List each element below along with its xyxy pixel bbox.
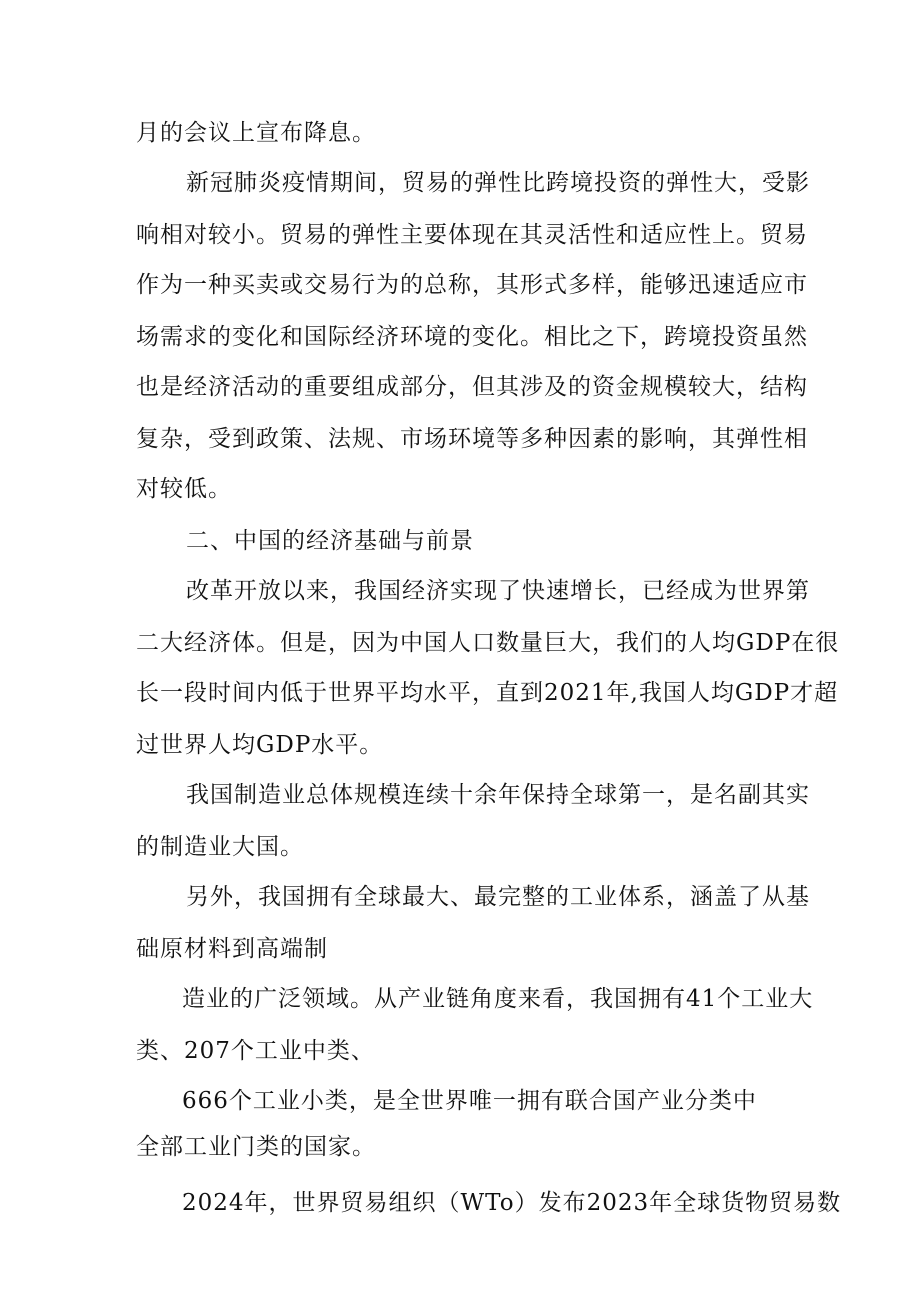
paragraph-line: 对较低。 bbox=[136, 476, 232, 502]
paragraph-line: 另外，我国拥有全球最大、最完整的工业体系，涵盖了从基 bbox=[186, 884, 810, 910]
paragraph-line: 666个工业小类，是全世界唯一拥有联合国产业分类中 bbox=[182, 1088, 757, 1114]
paragraph-line: 长一段时间内低于世界平均水平，直到2021年,我国人均GDP才超 bbox=[136, 680, 839, 706]
paragraph-line: 复杂，受到政策、法规、市场环境等多种因素的影响，其弹性相 bbox=[136, 426, 808, 452]
paragraph-line: 我国制造业总体规模连续十余年保持全球第一，是名副其实 bbox=[186, 782, 810, 808]
paragraph-line: 也是经济活动的重要组成部分，但其涉及的资金规模较大，结构 bbox=[136, 374, 808, 400]
paragraph-line: 场需求的变化和国际经济环境的变化。相比之下，跨境投资虽然 bbox=[136, 324, 808, 350]
paragraph-line: 作为一种买卖或交易行为的总称，其形式多样，能够迅速适应市 bbox=[136, 272, 808, 298]
paragraph-line: 础原材料到高端制 bbox=[136, 936, 328, 962]
paragraph-line: 过世界人均GDP水平。 bbox=[136, 732, 384, 758]
paragraph-line: 新冠肺炎疫情期间，贸易的弹性比跨境投资的弹性大，受影 bbox=[186, 170, 810, 196]
paragraph-line: 改革开放以来，我国经济实现了快速增长，已经成为世界第 bbox=[186, 578, 810, 604]
paragraph-line: 造业的广泛领域。从产业链角度来看，我国拥有41个工业大 bbox=[182, 986, 814, 1012]
paragraph-line: 类、207个工业中类、 bbox=[136, 1038, 375, 1064]
paragraph-line: 2024年，世界贸易组织（WTo）发布2023年全球货物贸易数 bbox=[182, 1190, 842, 1216]
paragraph-line: 全部工业门类的国家。 bbox=[136, 1134, 376, 1160]
section-heading: 二、中国的经济基础与前景 bbox=[186, 528, 474, 554]
text-line: 月的会议上宣布降息。 bbox=[136, 120, 376, 146]
paragraph-line: 的制造业大国。 bbox=[136, 834, 304, 860]
paragraph-line: 响相对较小。贸易的弹性主要体现在其灵活性和适应性上。贸易 bbox=[136, 222, 808, 248]
paragraph-line: 二大经济体。但是，因为中国人口数量巨大，我们的人均GDP在很 bbox=[136, 630, 840, 656]
